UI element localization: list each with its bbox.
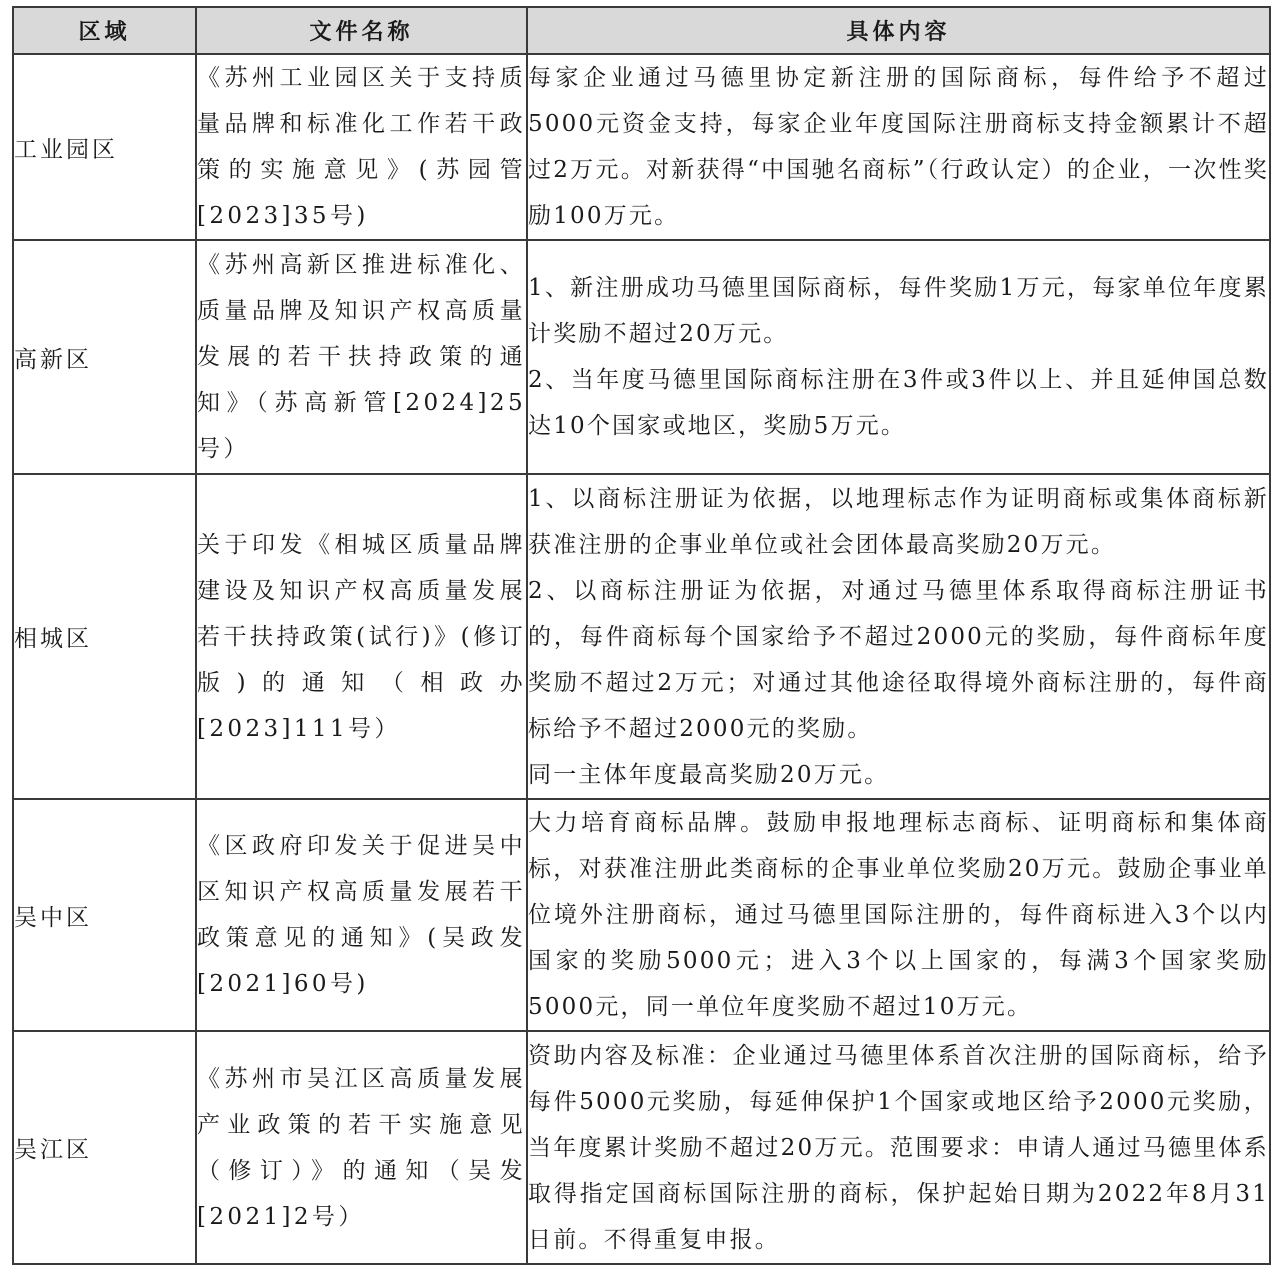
table-row	[13, 474, 1270, 799]
region-cell: 相城区	[13, 474, 196, 799]
content-cell	[527, 799, 1270, 1031]
header-content: 具体内容	[527, 7, 1270, 54]
content-cell	[527, 240, 1270, 474]
region-cell: 吴中区	[13, 799, 196, 1031]
content-cell	[527, 54, 1270, 240]
region-cell: 高新区	[13, 240, 196, 474]
content-paragraph: 2、当年度马德里国际商标注册在3件或3件以上、并且延伸国总数达10个国家或地区，奖励5万元。	[528, 367, 1269, 439]
content-paragraph: 1、以商标注册证为依据，以地理标志作为证明商标或集体商标新获准注册的企事业单位或社会团体最高奖励20万元。	[528, 485, 1269, 558]
content-paragraph: 1、新注册成功马德里国际商标，每件奖励1万元，每家单位年度累计奖励不超过20万元。	[528, 275, 1269, 347]
file-name-cell: 关于印发《相城区质量品牌建设及知识产权高质量发展若干扶持政策(试行)》(修订版)的通知（相政办[2023]111号）	[196, 474, 527, 799]
content-paragraph: 资助内容及标准：企业通过马德里体系首次注册的国际商标，给予每件5000元奖励，每延伸保护1个国家或地区给予2000元奖励，当年度累计奖励不超过20万元。范围要求：申请人通过马德里体系取得指定国商标国际注册的商标，保护起始日期为2022年8月31日前。不得重复申报。	[528, 1042, 1269, 1253]
header-file-name: 文件名称	[196, 7, 527, 54]
file-name-cell: 《区政府印发关于促进吴中区知识产权高质量发展若干政策意见的通知》(吴政发[2021]60号)	[196, 799, 527, 1031]
table-row	[13, 240, 1270, 474]
policy-table	[12, 6, 1271, 1265]
region-cell: 工业园区	[13, 54, 196, 240]
header-row	[13, 7, 1270, 54]
file-name-cell: 《苏州高新区推进标准化、质量品牌及知识产权高质量发展的若干扶持政策的通知》（苏高新管[2024]25号）	[196, 240, 527, 474]
content-paragraph: 2、以商标注册证为依据，对通过马德里体系取得商标注册证书的，每件商标每个国家给予不超过2000元的奖励，每件商标年度奖励不超过2万元；对通过其他途径取得境外商标注册的，每件商标给予不超过2000元的奖励。	[528, 577, 1269, 742]
content-paragraph: 大力培育商标品牌。鼓励申报地理标志商标、证明商标和集体商标，对获准注册此类商标的企事业单位奖励20万元。鼓励企事业单位境外注册商标，通过马德里国际注册的，每件商标进入3个以内国家的奖励5000元；进入3个以上国家的，每满3个国家奖励5000元，同一单位年度奖励不超过10万元。	[528, 810, 1269, 1020]
table-row	[13, 1031, 1270, 1264]
file-name-cell: 《苏州工业园区关于支持质量品牌和标准化工作若干政策的实施意见》(苏园管[2023]35号)	[196, 54, 527, 240]
content-paragraph: 同一主体年度最高奖励20万元。	[528, 761, 890, 788]
table-row	[13, 799, 1270, 1031]
table-row	[13, 54, 1270, 240]
region-cell: 吴江区	[13, 1031, 196, 1264]
content-cell	[527, 474, 1270, 799]
content-cell	[527, 1031, 1270, 1264]
content-paragraph: 每家企业通过马德里协定新注册的国际商标，每件给予不超过5000元资金支持，每家企业年度国际注册商标支持金额累计不超过2万元。对新获得“中国驰名商标”（行政认定）的企业，一次性奖励100万元。	[528, 65, 1269, 229]
header-region: 区域	[13, 7, 196, 54]
file-name-cell: 《苏州市吴江区高质量发展产业政策的若干实施意见（修订）》的通知（吴发[2021]2号）	[196, 1031, 527, 1264]
